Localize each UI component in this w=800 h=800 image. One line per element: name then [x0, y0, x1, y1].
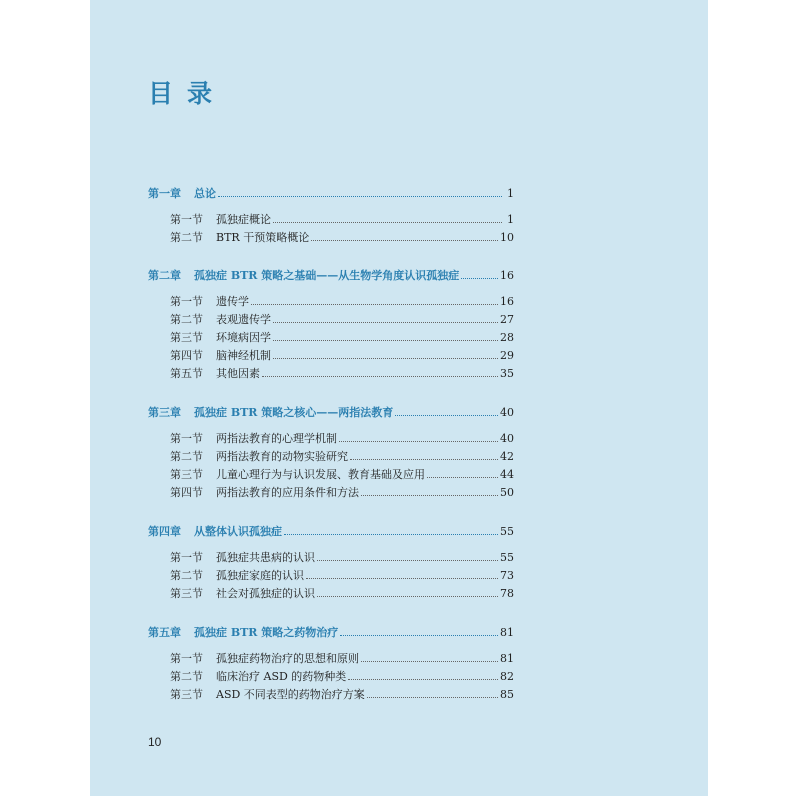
dot-leader — [317, 595, 498, 597]
section-number: 第四节 — [170, 486, 203, 499]
dot-leader — [273, 321, 498, 323]
section-number: 第二节 — [170, 231, 203, 244]
section-title: 两指法教育的动物实验研究 — [216, 450, 348, 463]
section-number: 第二节 — [170, 450, 203, 463]
section-number: 第二节 — [170, 670, 203, 683]
section-number: 第三节 — [170, 468, 203, 481]
dot-leader — [273, 221, 502, 223]
toc-chapter-row — [148, 405, 514, 421]
dot-leader — [306, 577, 498, 579]
toc-section-row — [170, 568, 514, 584]
dot-leader — [339, 440, 498, 442]
section-title: 孤独症家庭的认识 — [216, 569, 304, 582]
chapter-title: 从整体认识孤独症 — [194, 525, 282, 538]
section-title: 脑神经机制 — [216, 349, 271, 362]
section-number: 第一节 — [170, 295, 203, 308]
section-number: 第二节 — [170, 313, 203, 326]
toc-section-row — [170, 669, 514, 685]
dot-leader — [350, 458, 498, 460]
dot-leader — [284, 533, 498, 535]
section-title: 社会对孤独症的认识 — [216, 587, 315, 600]
toc-section-row — [170, 687, 514, 703]
toc-page-number: 1 — [507, 213, 514, 226]
toc-section-row — [170, 449, 514, 465]
dot-leader — [348, 678, 498, 680]
toc-page-number: 81 — [500, 652, 514, 665]
toc-page-number: 42 — [500, 450, 514, 463]
toc-section-row — [170, 348, 514, 364]
section-title: 儿童心理行为与认识发展、教育基础及应用 — [216, 468, 425, 481]
toc-page-number: 55 — [500, 525, 514, 538]
toc-section-row — [170, 550, 514, 566]
toc-chapter-row — [148, 524, 514, 540]
chapter-number: 第五章 — [148, 626, 181, 639]
page-title: 目录 — [148, 79, 227, 108]
section-title: 两指法教育的应用条件和方法 — [216, 486, 359, 499]
dot-leader — [427, 476, 498, 478]
toc-section-row — [170, 586, 514, 602]
section-number: 第一节 — [170, 432, 203, 445]
section-number: 第五节 — [170, 367, 203, 380]
chapter-number: 第一章 — [148, 187, 181, 200]
section-number: 第四节 — [170, 349, 203, 362]
chapter-title: 孤独症 BTR 策略之药物治疗 — [194, 626, 339, 639]
toc-chapter-row — [148, 186, 514, 202]
chapter-title: 总论 — [194, 187, 216, 200]
toc-section-row — [170, 467, 514, 483]
toc-section-row — [170, 651, 514, 667]
chapter-title: 孤独症 BTR 策略之基础——从生物学角度认识孤独症 — [194, 269, 460, 282]
toc-page-number: 10 — [500, 231, 514, 244]
dot-leader — [461, 277, 498, 279]
dot-leader — [317, 559, 498, 561]
toc-section-row — [170, 431, 514, 447]
section-title: 环境病因学 — [216, 331, 271, 344]
toc-section-row — [170, 294, 514, 310]
section-title: 孤独症共患病的认识 — [216, 551, 315, 564]
toc-page-number: 27 — [500, 313, 514, 326]
dot-leader — [273, 357, 498, 359]
section-title: 临床治疗 ASD 的药物种类 — [216, 670, 347, 683]
section-title: 遗传学 — [216, 295, 249, 308]
toc-section-row — [170, 330, 514, 346]
chapter-number: 第二章 — [148, 269, 181, 282]
dot-leader — [311, 239, 498, 241]
toc-section-row — [170, 212, 514, 228]
chapter-number: 第四章 — [148, 525, 181, 538]
section-title: 孤独症概论 — [216, 213, 271, 226]
section-number: 第一节 — [170, 551, 203, 564]
section-number: 第三节 — [170, 587, 203, 600]
toc-page-number: 1 — [507, 187, 514, 200]
dot-leader — [367, 696, 498, 698]
toc-section-row — [170, 485, 514, 501]
toc-page-number: 78 — [500, 587, 514, 600]
section-number: 第三节 — [170, 688, 203, 701]
toc-section-row — [170, 230, 514, 246]
dot-leader — [262, 375, 498, 377]
toc-page-number: 85 — [500, 688, 514, 701]
toc-page-number: 81 — [500, 626, 514, 639]
toc-page-number: 82 — [500, 670, 514, 683]
toc-page-number: 16 — [500, 295, 514, 308]
book-page — [90, 0, 708, 796]
toc-section-row — [170, 312, 514, 328]
toc-page-number: 40 — [500, 432, 514, 445]
toc-page-number: 55 — [500, 551, 514, 564]
toc-page-number: 16 — [500, 269, 514, 282]
toc-page-number: 50 — [500, 486, 514, 499]
chapter-number: 第三章 — [148, 406, 181, 419]
dot-leader — [251, 303, 498, 305]
section-title: 表观遗传学 — [216, 313, 271, 326]
section-title: ASD 不同表型的药物治疗方案 — [216, 688, 365, 701]
toc-page-number: 44 — [500, 468, 514, 481]
dot-leader — [340, 634, 498, 636]
toc-page-number: 35 — [500, 367, 514, 380]
chapter-title: 孤独症 BTR 策略之核心——两指法教育 — [194, 406, 394, 419]
section-title: 孤独症药物治疗的思想和原则 — [216, 652, 359, 665]
dot-leader — [361, 660, 498, 662]
dot-leader — [273, 339, 498, 341]
toc-chapter-row — [148, 625, 514, 641]
toc-chapter-row — [148, 268, 514, 284]
toc-page-number: 40 — [500, 406, 514, 419]
section-number: 第一节 — [170, 652, 203, 665]
section-title: 两指法教育的心理学机制 — [216, 432, 337, 445]
page-number: 10 — [148, 735, 162, 749]
section-title: 其他因素 — [216, 367, 260, 380]
toc-section-row — [170, 366, 514, 382]
dot-leader — [361, 494, 498, 496]
section-title: BTR 干预策略概论 — [216, 231, 310, 244]
section-number: 第三节 — [170, 331, 203, 344]
toc-page-number: 28 — [500, 331, 514, 344]
toc-page-number: 29 — [500, 349, 514, 362]
dot-leader — [395, 414, 498, 416]
toc-page-number: 73 — [500, 569, 514, 582]
section-number: 第一节 — [170, 213, 203, 226]
dot-leader — [218, 195, 502, 197]
section-number: 第二节 — [170, 569, 203, 582]
